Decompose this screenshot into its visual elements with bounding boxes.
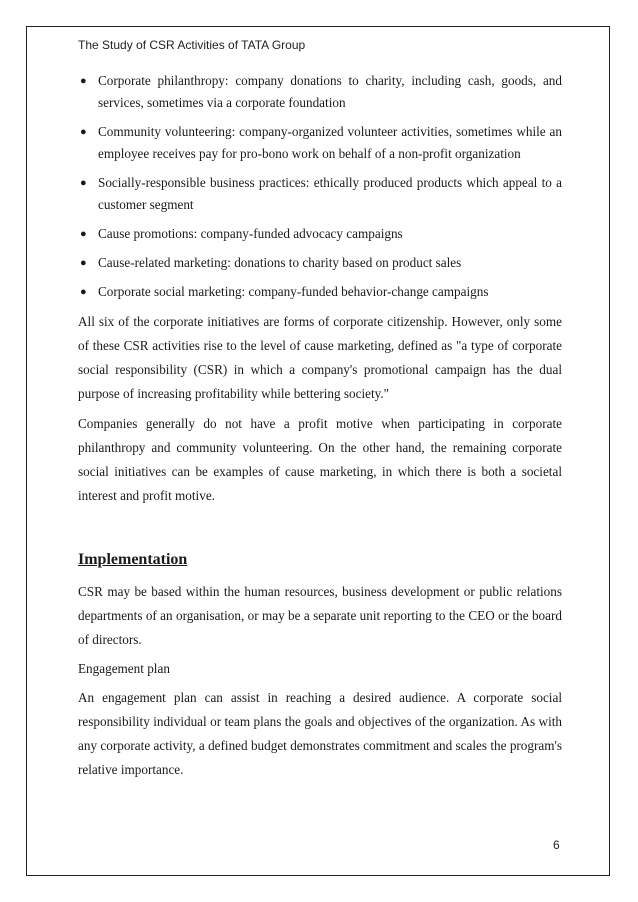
bullet-icon: ● [80, 257, 87, 269]
list-item-text: Socially-responsible business practices: ethically produced products which appeal to a customer segment [98, 175, 562, 212]
list-item-text: Corporate philanthropy: company donations to charity, including cash, goods, and services, sometimes via a corporate foundation [98, 73, 562, 110]
bullet-icon: ● [80, 177, 87, 189]
list-item-text: Cause-related marketing: donations to charity based on product sales [98, 255, 462, 270]
running-header: The Study of CSR Activities of TATA Group [78, 38, 306, 52]
engagement-plan-subheading: Engagement plan [78, 661, 170, 676]
list-item [78, 70, 562, 114]
implementation-heading: Implementation [78, 551, 188, 568]
profit-motive-paragraph: Companies generally do not have a profit motive when participating in corporate philanthropy and community volunteering. On the other hand, the remaining corporate social initiatives can be examples of cause marketing, in which there is both a societal interest and profit motive. [78, 416, 562, 503]
page-number: 6 [553, 838, 560, 852]
list-item-text: Corporate social marketing: company-funded behavior-change campaigns [98, 284, 489, 299]
bullet-icon: ● [80, 75, 87, 87]
document-body [78, 70, 562, 788]
engagement-plan-paragraph: An engagement plan can assist in reaching a desired audience. A corporate social responsibility individual or team plans the goals and objectives of the organization. As with any corporate activity, a defined budget demonstrates commitment and scales the program's relative importance. [78, 690, 562, 777]
list-item [78, 121, 562, 165]
citizenship-paragraph: All six of the corporate initiatives are forms of corporate citizenship. However, only some of these CSR activities rise to the level of cause marketing, defined as "a type of corporate social responsibility (CSR) in which a company's promotional campaign has the dual purpose of increasing profitability while bettering society." [78, 314, 562, 401]
csr-initiatives-list [78, 70, 562, 303]
list-item-text: Community volunteering: company-organized volunteer activities, sometimes while an employee receives pay for pro-bono work on behalf of a non-profit organization [98, 124, 562, 161]
bullet-icon: ● [80, 286, 87, 298]
list-item [78, 223, 562, 245]
list-item [78, 281, 562, 303]
list-item [78, 172, 562, 216]
bullet-icon: ● [80, 126, 87, 138]
list-item-text: Cause promotions: company-funded advocacy campaigns [98, 226, 403, 241]
implementation-paragraph: CSR may be based within the human resources, business development or public relations departments of an organisation, or may be a separate unit reporting to the CEO or the board of directors. [78, 584, 562, 647]
list-item [78, 252, 562, 274]
bullet-icon: ● [80, 228, 87, 240]
